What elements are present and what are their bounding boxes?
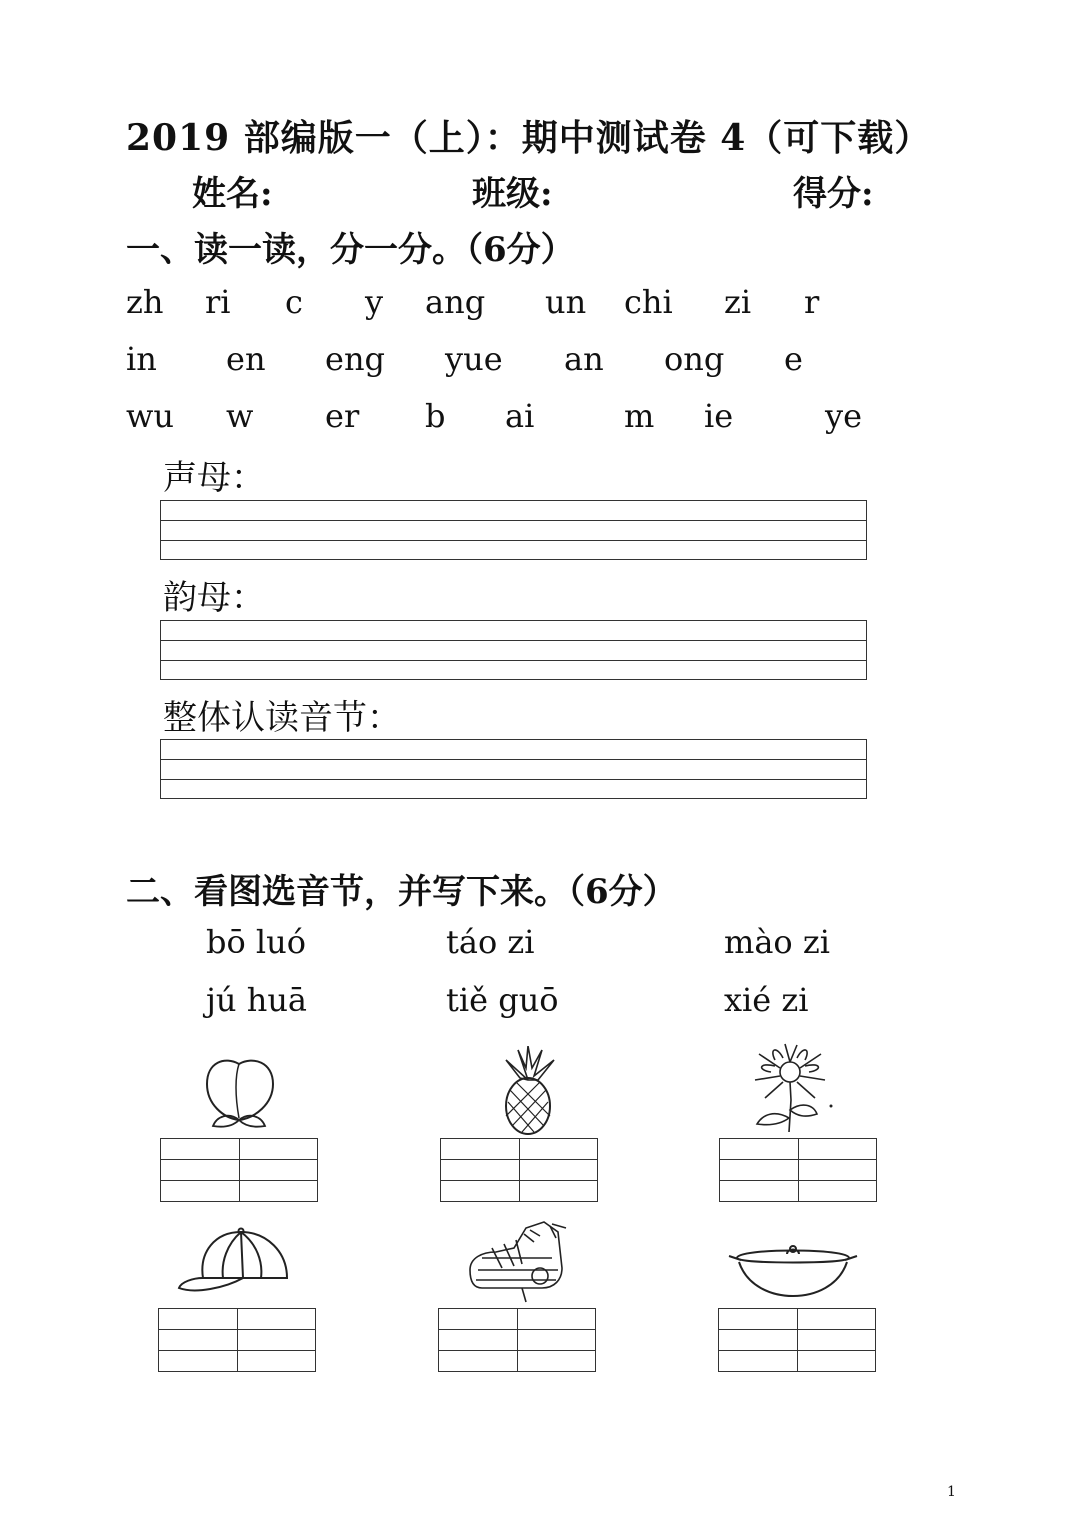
pinyin-item: un — [545, 283, 587, 321]
answer-box-4[interactable] — [158, 1308, 316, 1372]
pinyin-item: in — [126, 340, 157, 378]
pinyin-item: ai — [505, 397, 535, 435]
section1-heading: 一、读一读，分一分。（6分） — [126, 230, 575, 270]
writing-lines-whole-syllables[interactable] — [160, 739, 867, 799]
syllable-option: táo zi — [446, 923, 535, 961]
answer-box-5[interactable] — [438, 1308, 596, 1372]
category-label-finals: 韵母： — [163, 578, 265, 618]
name-label: 姓名: — [192, 174, 273, 214]
pinyin-item: zh — [126, 283, 164, 321]
pinyin-item: y — [365, 283, 384, 321]
pinyin-item: ye — [825, 397, 863, 435]
syllable-option: jú huā — [206, 981, 307, 1019]
answer-box-1[interactable] — [160, 1138, 318, 1202]
writing-lines-initials[interactable] — [160, 500, 867, 560]
pinyin-item: chi — [624, 283, 673, 321]
pinyin-item: ong — [664, 340, 725, 378]
pineapple-icon — [488, 1046, 568, 1136]
pinyin-item: ang — [425, 283, 486, 321]
chrysanthemum-icon — [745, 1040, 835, 1135]
writing-lines-finals[interactable] — [160, 620, 867, 680]
answer-box-6[interactable] — [718, 1308, 876, 1372]
peach-icon — [195, 1052, 285, 1134]
pinyin-item: ie — [704, 397, 734, 435]
pinyin-item: eng — [325, 340, 386, 378]
score-label: 得分: — [793, 174, 874, 214]
pinyin-item: c — [285, 283, 303, 321]
pinyin-item: b — [425, 397, 446, 435]
syllable-option: bō luó — [206, 923, 307, 961]
shoe-icon — [462, 1218, 570, 1304]
pinyin-item: yue — [445, 340, 503, 378]
cap-icon — [175, 1222, 293, 1302]
page-number: 1 — [947, 1484, 956, 1500]
syllable-option: tiě guō — [446, 981, 559, 1019]
pinyin-item: r — [804, 283, 820, 321]
category-label-whole-syllables: 整体认读音节： — [163, 698, 401, 738]
syllable-option: mào zi — [724, 923, 830, 961]
answer-box-3[interactable] — [719, 1138, 877, 1202]
pinyin-item: wu — [126, 397, 174, 435]
class-label: 班级: — [472, 174, 553, 214]
section2-heading: 二、看图选音节，并写下来。（6分） — [126, 872, 677, 912]
pinyin-item: zi — [724, 283, 752, 321]
pinyin-item: en — [226, 340, 266, 378]
pinyin-item: e — [784, 340, 803, 378]
pinyin-item: w — [226, 397, 254, 435]
pinyin-item: ri — [205, 283, 231, 321]
pinyin-item: an — [564, 340, 604, 378]
page-title: 2019 部编版一（上）：期中测试卷 4（可下载） — [126, 117, 932, 159]
wok-icon — [727, 1240, 859, 1302]
answer-box-2[interactable] — [440, 1138, 598, 1202]
category-label-initials: 声母： — [163, 458, 265, 498]
syllable-option: xié zi — [724, 981, 809, 1019]
pinyin-item: m — [624, 397, 655, 435]
pinyin-item: er — [325, 397, 360, 435]
